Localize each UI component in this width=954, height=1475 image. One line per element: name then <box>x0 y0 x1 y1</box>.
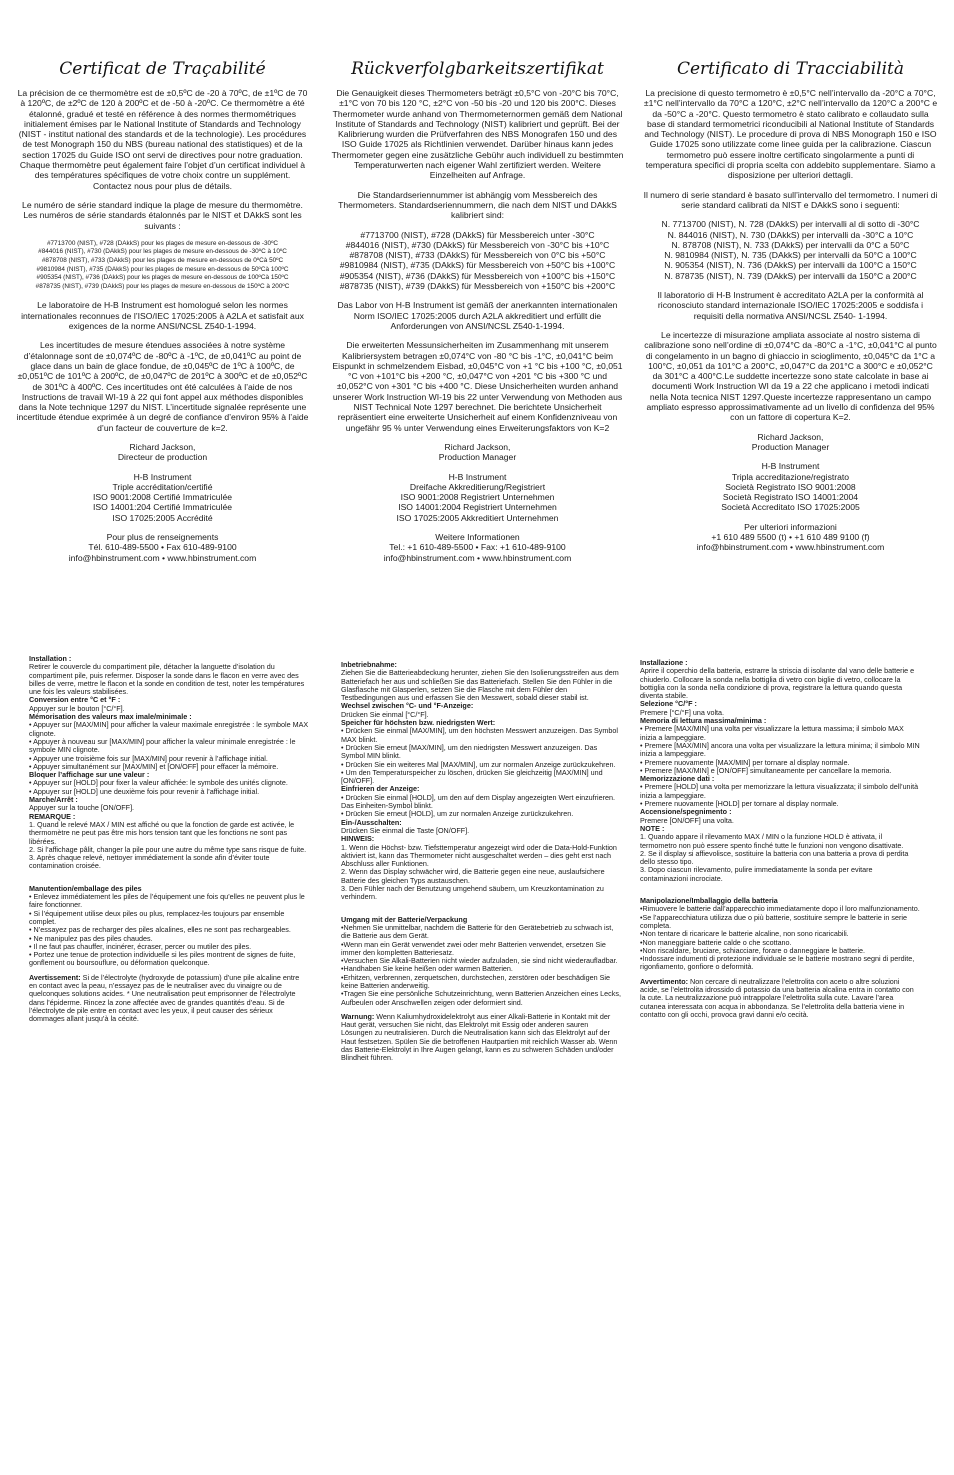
contact-block <box>330 532 625 563</box>
signer-line: Richard Jackson, <box>444 441 511 452</box>
instruction-text: • Il ne faut pas chauffer, incinérer, écraser, percer ou mutiler des piles. <box>29 941 252 951</box>
company-line: Società Registrato ISO 9001:2008 <box>725 481 856 492</box>
signer-line: Richard Jackson, <box>129 441 196 452</box>
instruction-text: 3. Den Fühler nach der Benutzung umgehend säubern, um Kreuzkontamination zu verhindern. <box>341 884 604 902</box>
serial-list <box>330 230 625 292</box>
signer-block <box>330 442 625 463</box>
instruction-text: • Appuyer une troisième fois sur [MAX/MIN] pour revenir à l’affichage initial. <box>29 753 268 763</box>
instruction-text: • Premere [HOLD] una volta per memorizzare la lettura visualizzata; il simbolo dell’unità inizia a lampeggiare. <box>640 782 919 800</box>
lab-paragraph: Das Labor von H-B Instrument ist gemäß der anerkannten internationalen Norm ISO/IEC 17025:2005 durch A2LA akkreditiert und erfüllt die Anforderungen von ANSI/NCSL Z540-1-1994. <box>337 300 618 331</box>
instruction-text: • Portez une tenue de protection individuelle si les piles montrent de signes de fuite, gonflement ou boursouflure, ou déformation quelconque. <box>29 950 296 968</box>
warning-label: Avvertimento: <box>640 976 689 986</box>
company-line: ISO 14001:204 Certifié Immatriculée <box>93 502 232 513</box>
signer-line: Production Manager <box>751 441 830 452</box>
instruction-text: Appuyer sur la touche [ON/OFF]. <box>29 803 135 813</box>
instruction-text: •Nehmen Sie unmittelbar, nachdem die Batterie für den Gerätebetrieb zu schwach ist, die Batterie aus dem Gerät. <box>341 922 614 941</box>
instruction-text: •Non tentare di ricaricare le batterie alcaline, non sono ricaricabili. <box>640 929 849 939</box>
instruction-text: • Drücken Sie ein weiteres Mal [MAX/MIN], um zur normalen Anzeige zurückzukehren. <box>341 759 616 769</box>
serial-item: #9810984 (NIST), #735 (DAkkS) pour les plages de mesure en-dessous de 50ºCà 100ºC <box>36 265 289 273</box>
instruction-text: • Premere nuovamente [HOLD] per tornare al display normale. <box>640 799 839 809</box>
instruction-text: •Non maneggiare batterie calde o che scottano. <box>640 937 792 947</box>
lab-paragraph: Il laboratorio di H-B Instrument è accreditato A2LA per la conformità al riconosciuto standard internazionale ISO/IEC 17025:2005 e soddisfa i requisiti della normativa ANSI/NCSL Z540- 1-1994. <box>657 290 924 321</box>
instruction-text: • Drücken Sie einmal [HOLD], um den auf dem Display angezeigten Wert einzufrieren. Das Einheiten-Symbol blinkt. <box>341 792 616 811</box>
section-spacer <box>640 883 920 897</box>
uncertainty-paragraph: Die erweiterten Messunsicherheiten im Zusammenhang mit unserem Kalibriersystem betragen ±0,074°C von -80 °C bis -1°C, ±0,041°C beim Eispunkt in schmelzendem Eisbad, ±0,045°C von +1 °C bis +100 °C, ±0,051 °C von +101°C bis +200 °C, ±0,047°C von +201 °C bis +300 °C und ±0,052°C von +301 °C bis +400 °C. Diese Unsicherheiten wurden anhand unserer Work Instruction WI-19 bis 22 unter Verwendung von Methoden aus NIST Technical Note 1297 berechnet. Die berichtete Unsicherheit repräsentiert eine erweiterte Unsicherheit auf einem Konfidenzniveau von ungefähr 95 % unter Verwendung eines Erweiterungsfaktors von K=2 <box>332 340 623 433</box>
section-spacer <box>341 902 621 916</box>
instruction-text: •Non riscaldare, bruciare, schiacciare, forare o danneggiare le batterie. <box>640 945 866 955</box>
contact-line: +1 610 489 5500 (t) • +1 610 489 9100 (f) <box>711 531 870 542</box>
warning-paragraph <box>29 974 309 1024</box>
warning-label: Warnung: <box>341 1011 375 1021</box>
instruction-text: • Premere nuovamente [MAX/MIN] per tornare al display normale. <box>640 757 850 767</box>
serial-list <box>15 240 310 292</box>
instruction-text: •Rimuovere le batterie dall’apparecchio immediatamente dopo il loro malfunzionamento. <box>640 904 920 914</box>
instruction-text: 1. Quando appare il rilevamento MAX / MIN o la funzione HOLD è attivata, il termometro non può essere spento finché tutte le funzioni non vengono disattivate. <box>640 832 904 850</box>
instruction-text: • Enlevez immédiatement les piles de l’équipement une fois qu’elles ne peuvent plus le faire fonctionner. <box>29 892 305 910</box>
uncertainty-paragraph: Le incertezze di misurazione ampliata associate al nostro sistema di calibrazione sono nell’ordine di ±0,074°C da -80°C a -1°C, ±0,041°C al punto di congelamento in un bagno di ghiaccio in scioglimento, ±0,045°C da 1°C a 100°C, ±0,051 da 101°C a 200°C, ±0,047°C da 201°C a 300°C e ±0,052°C da 301°C a 400°C.Le suddette incertezze sono state calcolate in base ai documenti Work Instruction WI da 19 a 22 che applicano i metodi indicati nella Nota tecnica NIST 1297.Queste incertezze rappresentano un campo ampliato espresso approssimativamente ad un livello di confidenza del 95% con un fattore di copertura K=2. <box>644 329 937 423</box>
serial-item: #7713700 (NIST), #728 (DAkkS) für Messbereich unter -30°C <box>360 229 595 240</box>
instruction-heading: Wechsel zwischen °C- und °F-Anzeige: <box>341 701 474 711</box>
signer-line: Directeur de production <box>117 452 208 463</box>
instruction-heading: Memoria di lettura massima/minima : <box>640 716 767 726</box>
instruction-heading: Einfrieren der Anzeige: <box>341 784 420 794</box>
company-line: H-B Instrument <box>761 461 820 472</box>
warning-text: Si de l’électrolyte (hydroxyde de potassium) d’une pile alcaline entre en contact avec la peau, n’essayez pas de le neutraliser avec du vinaigre ou de quelconques solutions acides. * Une neutralisation peut emprisonner de l’électrolyte dans l’épiderme. Rincez la zone affectée avec de grandes quantités d’eau. Si de l’électrolyte de pile entre en contact avec les yeux, il peut causer des sérieux dommages allant jusqu’à la cécité. <box>29 972 300 1024</box>
signer-block <box>643 432 938 453</box>
company-line: ISO 17025:2005 Accrédité <box>112 512 213 523</box>
instruction-text: 3. Dopo ciascun rilevamento, pulire immediatamente la sonda per evitare contaminazioni incrociate. <box>640 865 873 883</box>
company-block <box>330 472 625 523</box>
instruction-text: •Indossare indumenti di protezione individuale se le batterie mostrano segni di perdite, rigonfiamento, gonfiore o deformità. <box>640 954 915 972</box>
warning-text: Non cercare di neutralizzare l’elettrolita con aceto o altre soluzioni acide, se l’elettrolita idrossido di potassio da una batteria alcalina entra in contatto con la cute. La neutralizzazione può intrappolare l’elettrolita sulla cute. Lavare l’area cutanea interessata con acqua in abbondanza. Se l’elettrolita della batteria viene in contatto con gli occhi, provoca gravi danni e/o cecità. <box>640 976 914 1019</box>
contact-line: Weitere Informationen <box>435 531 520 542</box>
instruction-heading: Manipolazione/Imballaggio della batteria <box>640 896 778 906</box>
instruction-text: 2. Wenn das Display schwächer wird, die Batterie gegen eine neue, auslaufsichere Batterie des gleichen Typs austauschen. <box>341 867 605 885</box>
instruction-heading: HINWEIS: <box>341 834 375 844</box>
serial-intro: Il numero di serie standard è basato sull’intervallo del termometro. I numeri di serie standard calibrati da NIST e DAkkS sono i seguenti: <box>643 189 938 210</box>
instruction-text: • Premere [MAX/MIN] ancora una volta per visualizzare la lettura minima; il simbolo MIN inizia a lampeggiare. <box>640 740 920 759</box>
serial-item: #844016 (NIST), #730 (DAkkS) für Messbereich von -30°C bis +10°C <box>345 239 610 250</box>
uncertainty-paragraph: Les incertitudes de mesure étendues associées à notre système d’étalonnage sont de ±0,074ºC de -80ºC à -1ºC, de ±0,041ºC au point de glace dans un bain de glace fondue, de ±0,045ºC de 1ºC à 100ºC, de ±0,051ºC de 101ºC à 200ºC, de ±0,047ºC de 201ºC à 300ºC et de ±0,052ºC de 301ºC à 400ºC. Ces incertitudes ont été calculées à l’aide de nos Instructions de travail WI-19 à 22 qui font appel aux méthodes disponibles dans la Note technique 1297 du NIST. L’incertitude signalée représente une incertitude étendue exprimée à un degré de confiance d’environ 95% à l’aide d’un facteur de couverture de k=2. <box>16 340 309 433</box>
instruction-heading: Speicher für höchsten bzw. niedrigsten Wert: <box>341 718 496 728</box>
contact-block <box>15 532 310 563</box>
instruction-text: • Premere [MAX/MIN] e [ON/OFF] simultaneamente per cancellare la memoria. <box>640 765 892 775</box>
company-line: ISO 9001:2008 Registriert Unternehmen <box>400 492 555 503</box>
company-line: ISO 17025:2005 Akkreditiert Unternehmen <box>396 512 559 523</box>
instruction-text: Ziehen Sie die Batterieabdeckung herunter, ziehen Sie den Isolierungsstreifen aus dem Batteriefach her aus und schließen Sie das Batteriefach. Stellen Sie den Fühler in die Glasflasche mit Glasperlen, setzen Sie die Flasche mit dem Fühler den Testbedingungen aus und erfassen Sie den Messwert, sobald dieser stabil ist. <box>341 668 619 703</box>
instruction-text: • Appuyer sur [HOLD] une deuxième fois pour revenir à l’affichage initial. <box>29 786 260 796</box>
instructions-it <box>640 659 920 1019</box>
instruction-heading: Installation : <box>29 654 72 663</box>
certificate-fr <box>15 58 310 572</box>
warning-label: Avertissement: <box>29 972 81 982</box>
accuracy-paragraph: La precisione di questo termometro è ±0,5°C nell’intervallo da -20°C a 70°C, ±1°C nell’intervallo da 70°C a 120°C, ±2°C nell’intervallo da 120°C a 200°C e da -50°C a -20°C. Questo termometro è stato calibrato e collaudato sulla base di standard termometrici riconducibili al National Institute of Standards and Technology (NIST). Le procedure di prova di NBS Monograph 150 e ISO Guide 17025 sono utilizzate come linee guida per la calibrazione. Ciascun termometro può essere inoltre certificato singolarmente a punti di temperatura specifici di propria scelta con addebito supplementare. Siamo a disposizione per ulteriori dettagli. <box>643 88 938 181</box>
instructions-fr <box>29 655 309 1023</box>
instruction-text: • Drücken Sie einmal [MAX/MIN], um den höchsten Messwert anzuzeigen. Das Symbol MAX blinkt. <box>341 726 618 744</box>
warning-text: Wenn Kaliumhydroxidelektrolyt aus einer Alkali-Batterie in Kontakt mit der Haut gerät, versuchen Sie nicht, das Elektrolyt mit Essig oder anderen sauren Lösungen zu neutralisieren. Durch die Neutralisation kann sich das Elektrolyt auf der Haut festsetzen. Spülen Sie die betroffenen Hautpartien mit reichlich Wasser ab. Wenn das Batterie-Elektrolyt in Ihre Augen gelangt, kann es zu schweren Schäden und/oder Blindheit führen. <box>341 1011 618 1063</box>
signer-line: Production Manager <box>438 452 517 463</box>
contact-line: info@hbinstrument.com • www.hbinstrument.com <box>68 552 257 563</box>
serial-item: #878708 (NIST), #733 (DAkkS) für Messbereich von 0°C bis +50°C <box>349 250 606 261</box>
instruction-heading: REMARQUE : <box>29 811 76 821</box>
company-line: Tripla accreditazione/registrato <box>731 471 850 482</box>
serial-item: #878735 (NIST), #739 (DAkkS) für Messbereich von +150°C bis +200°C <box>339 281 616 292</box>
instruction-heading: Manutention/emballage des piles <box>29 883 142 893</box>
instruction-text: •Tragen Sie eine persönliche Schutzeinrichtung, wenn Batterien Anzeichen eines Lecks, Aufbeulen oder Anschwellen zeigen oder deformiert sind. <box>341 989 621 1007</box>
instruction-text: • N’essayez pas de recharger des piles alcalines, elles ne sont pas rechargeables. <box>29 925 291 935</box>
instruction-heading: Umgang mit der Batterie/Verpackung <box>341 914 468 924</box>
instruction-text: • Ne manipulez pas des piles chaudes. <box>29 933 153 943</box>
serial-item: N. 9810984 (NIST), N. 735 (DAkkS) per intervalli da 50°C a 100°C <box>664 250 917 261</box>
contact-line: info@hbinstrument.com • www.hbinstrument.com <box>383 552 572 563</box>
instruction-text: Appuyer sur le bouton [°C/°F]. <box>29 703 125 713</box>
instruction-text: • Um den Temperaturspeicher zu löschen, drücken Sie gleichzeitig [MAX/MIN] und [ON/OFF]. <box>341 767 603 786</box>
instruction-text: • Appuyer simultanément sur [MAX/MIN] et [ON/OFF] pour effacer la mémoire. <box>29 761 279 771</box>
company-line: Dreifache Akkreditierung/Registriert <box>409 481 546 492</box>
section-spacer <box>29 871 309 885</box>
instruction-heading: Marche/Arrêt : <box>29 795 78 805</box>
company-line: H-B Instrument <box>448 471 507 482</box>
serial-item: N. 878708 (NIST), N. 733 (DAkkS) per intervalli da 0°C a 50°C <box>671 239 910 250</box>
company-block <box>15 472 310 523</box>
lab-paragraph: Le laboratoire de H-B Instrument est homologué selon les normes internationales reconnues de l’ISO/IEC 17025:2005 à A2LA et satisfait aux exigences de la norme ANSI/NCSL Z540-1-1994. <box>21 300 304 332</box>
instruction-text: Aprire il coperchio della batteria, estrarre la striscia di isolante dal vano delle batterie e chiuderlo. Collocare la sonda nella bottiglia di vetro con biglie di vetro, collocare la bottiglia con la sonda nella condizione di prova, registrare la lettura quando questa diventa stabile. <box>640 666 915 701</box>
instruction-text: •Se l’apparecchiatura utilizza due o più batterie, sostituire sempre le batterie in serie completa. <box>640 912 907 930</box>
instruction-heading: Conversion entre °C et °F : <box>29 695 121 705</box>
contact-line: Tel.: +1 610-489-5500 • Fax: +1 610-489-9100 <box>389 542 566 553</box>
company-line: ISO 9001:2008 Certifié Immatriculée <box>93 492 232 503</box>
serial-item: N. 844016 (NIST), N. 730 (DAkkS) per intervalli da -30°C a 10°C <box>667 229 914 240</box>
serial-item: #878708 (NIST), #733 (DAkkS) pour les plages de mesure en-dessous de 0ºCà 50ºC <box>41 257 284 265</box>
instruction-text: 1. Quand le relevé MAX / MIN est affiché ou que la fonction de garde est activée, le thermomètre ne peut pas être mis hors tension tant que les fonctions ne sont pas libérées. <box>29 819 295 846</box>
instruction-text: Drücken Sie einmal die Taste [ON/OFF]. <box>341 825 470 835</box>
instruction-heading: Bloquer l’affichage sur une valeur : <box>29 770 150 780</box>
company-line: ISO 14001:2004 Registriert Unternehmen <box>398 502 557 513</box>
accuracy-paragraph: Die Genauigkeit dieses Thermometers beträgt ±0,5°C von -20°C bis 70°C, ±1°C von 70 bis 120 °C, ±2°C von -50 bis -20 und 120 bis 200°C. Dieses Thermometer wurde anhand von Thermometernormen gemäß dem National Institute of Standards and Technology (NIST) kalibriert und geprüft. Bei der Kalibrierung wurden die Prüfverfahren des NBS Monografen 150 und des ISO Guide 17025 als Richtlinien verwendet. Darüber hinaus kann jedes Thermometer gegen eine zusätzliche Gebühr auch individuell zu bestimmten Temperaturwerten nach eigener Wahl zertifiziert werden. Weitere Einzelheiten auf Anfrage. <box>331 88 624 181</box>
certificate-title: Certificat de Traçabilité <box>59 59 266 79</box>
serial-item: #905354 (NIST), #736 (DAkkS) für Messbereich von +100°C bis +150°C <box>339 270 616 281</box>
instruction-heading: Accensione/spegnimento : <box>640 807 732 817</box>
instruction-heading: Inbetriebnahme: <box>341 660 397 669</box>
instruction-text: • Drücken Sie erneut [HOLD], um zur normalen Anzeige zurückzukehren. <box>341 809 574 819</box>
signer-block <box>15 442 310 463</box>
instruction-text: • Appuyer sur [HOLD] pour fixer la valeur affichée: le symbole des unités clignote. <box>29 778 288 788</box>
instruction-text: • Premere [MAX/MIN] una volta per visualizzare la lettura massima; il simbolo MAX inizia a lampeggiare. <box>640 724 904 742</box>
serial-item: N. 878735 (NIST), N. 739 (DAkkS) per intervalli da 150°C a 200°C <box>664 270 917 281</box>
contact-line: Per ulteriori informazioni <box>744 521 837 532</box>
serial-item: #7713700 (NIST), #728 (DAkkS) pour les plages de mesure en-dessous de -30ºC <box>46 239 279 247</box>
company-line: H-B Instrument <box>133 471 192 482</box>
instruction-text: •Erhitzen, verbrennen, zerquetschen, durchstechen, zerstören oder beschädigen Sie keine Batterien anderweitig. <box>341 972 611 990</box>
certificate-title: Certificato di Tracciabilità <box>676 59 905 79</box>
instruction-heading: Ein-/Ausschalten: <box>341 817 402 827</box>
certificate-title: Rückverfolgbarkeitszertifikat <box>351 59 604 79</box>
instruction-text: • Appuyer à nouveau sur [MAX/MIN] pour afficher la valeur minimale enregistrée : le symbole MIN clignote. <box>29 736 296 755</box>
instruction-text: Drücken Sie einmal [°C/°F]. <box>341 709 429 719</box>
instruction-heading: Installazione : <box>640 658 688 667</box>
instruction-text: 3. Après chaque relevé, nettoyer immédiatement la sonde afin d’éviter toute contamination croisée. <box>29 853 270 871</box>
serial-item: N. 905354 (NIST), N. 736 (DAkkS) per intervalli da 100°C a 150°C <box>664 260 917 271</box>
instruction-text: •Versuchen Sie Alkali-Batterien nicht wieder aufzuladen, sie sind nicht wiederaufladbar. <box>341 956 618 966</box>
serial-item: #878735 (NIST), #739 (DAkkS) pour les plages de mesure en-dessous de 150ºC à 200ºC <box>35 282 290 290</box>
serial-intro: Die Standardseriennummer ist abhängig vom Messbereich des Thermometers. Standardseriennummern, die nach dem NIST und DAkkS kalibriert sind: <box>338 189 617 221</box>
instruction-text: 1. Wenn die Höchst- bzw. Tiefsttemperatur angezeigt wird oder die Data-Hold-Funktion aktiviert ist, kann das Thermometer nicht ausgeschaltet werden – dies geht erst nach Abschluss aller Funktionen. <box>341 842 617 869</box>
serial-item: #844016 (NIST), #730 (DAkkS) pour les plages de mesure en-dessous de -30ºC à 10ºC <box>38 248 287 256</box>
warning-paragraph <box>640 978 920 1019</box>
serial-list <box>643 219 938 281</box>
company-line: Società Accreditato ISO 17025:2005 <box>721 502 860 513</box>
contact-line: Pour plus de renseignements <box>106 532 219 543</box>
company-block <box>643 461 938 512</box>
instructions-de <box>341 661 621 1063</box>
instruction-text: Premere [ON/OFF] una volta. <box>640 815 734 825</box>
instruction-heading: NOTE : <box>640 823 665 833</box>
accuracy-paragraph: La précision de ce thermomètre est de ±0,5ºC de -20 à 70ºC, de ±1ºC de 70 à 120ºC, de ±2ºC de 120 à 200ºC et de -50 à -20ºC. Ce thermomètre a été étalonné, gradué et testé en référence à des normes thermométriques initialement émises par le National Institute of Standards and Technology (NIST - institut national des standards et de la technologie). Les procédures de test Monograph 150 du NBS (bureau national des statistiques) et de la section 17025 du Guide ISO ont servi de directives pour notre graduation. Chaque thermomètre peut également faire l’objet d’un certificat individuel à des températures spécifiques de votre choix contre un supplément. Contactez nous pour plus de détails. <box>17 88 308 191</box>
certificate-it <box>643 58 938 562</box>
company-line: Società Registrato ISO 14001:2004 <box>722 492 859 503</box>
serial-item: #9810984 (NIST), #735 (DAkkS) für Messbereich von +50°C bis +100°C <box>339 260 616 271</box>
instruction-heading: Selezione °C/°F : <box>640 699 697 709</box>
certificate-de <box>330 58 625 572</box>
serial-intro: Le numéro de série standard indique la plage de mesure du thermomètre. Les numéros de série standards étalonnés par le NIST et DAkkS sont les suivants : <box>22 199 303 231</box>
instruction-heading: Mémorisation des valeurs max imale/minimale : <box>29 712 192 722</box>
contact-line: info@hbinstrument.com • www.hbinstrument.com <box>696 542 885 553</box>
instruction-text: •Handhaben Sie keine heißen oder warmen Batterien. <box>341 964 513 974</box>
serial-item: #905354 (NIST), #736 (DAkkS) pour les plages de mesure en-dessous de 100ºCà 150ºC <box>36 274 289 282</box>
warning-paragraph <box>341 1013 621 1063</box>
instruction-text: 2. Se il display si affievolisce, sostituire la batteria con una batteria a prova di perdita dello stesso tipo. <box>640 848 909 867</box>
instruction-text: Premere [°C/°F] una volta. <box>640 707 725 717</box>
instruction-heading: Memorizzazione dati : <box>640 774 715 784</box>
instruction-text: 2. Si l’affichage pâlit, changer la pile pour une autre du même type sans risque de fuite. <box>29 844 307 854</box>
signer-line: Richard Jackson, <box>757 431 824 442</box>
instruction-text: • Drücken Sie erneut [MAX/MIN], um den niedrigsten Messwert anzuzeigen. Das Symbol MIN blinkt. <box>341 742 598 761</box>
instruction-text: •Wenn man ein Gerät verwendet zwei oder mehr Batterien verwendet, ersetzen Sie immer den kompletten Batteriesatz. <box>341 939 606 957</box>
contact-line: Tél. 610-489-5500 • Fax 610-489-9100 <box>88 542 237 553</box>
serial-item: N. 7713700 (NIST), N. 728 (DAkkS) per intervalli al di sotto di -30°C <box>661 219 920 230</box>
instruction-text: • Si l’équipement utilise deux piles ou plus, remplacez-les toujours par ensemble complet. <box>29 908 285 926</box>
company-line: Triple accréditation/certifié <box>112 481 213 492</box>
contact-block <box>643 522 938 553</box>
instruction-text: • Appuyer sur [MAX/MIN] pour afficher la valeur maximale enregistrée : le symbole MAX clignote. <box>29 720 309 738</box>
instruction-text: Retirer le couvercle du compartiment pile, détacher la languette d’isolation du compartiment pile, puis refermer. Disposer la sonde dans le flacon en verre avec des billes de verre, mettre le flacon et la sonde en condition de test, noter les températures une fois les valeurs stabilisées. <box>29 662 305 697</box>
